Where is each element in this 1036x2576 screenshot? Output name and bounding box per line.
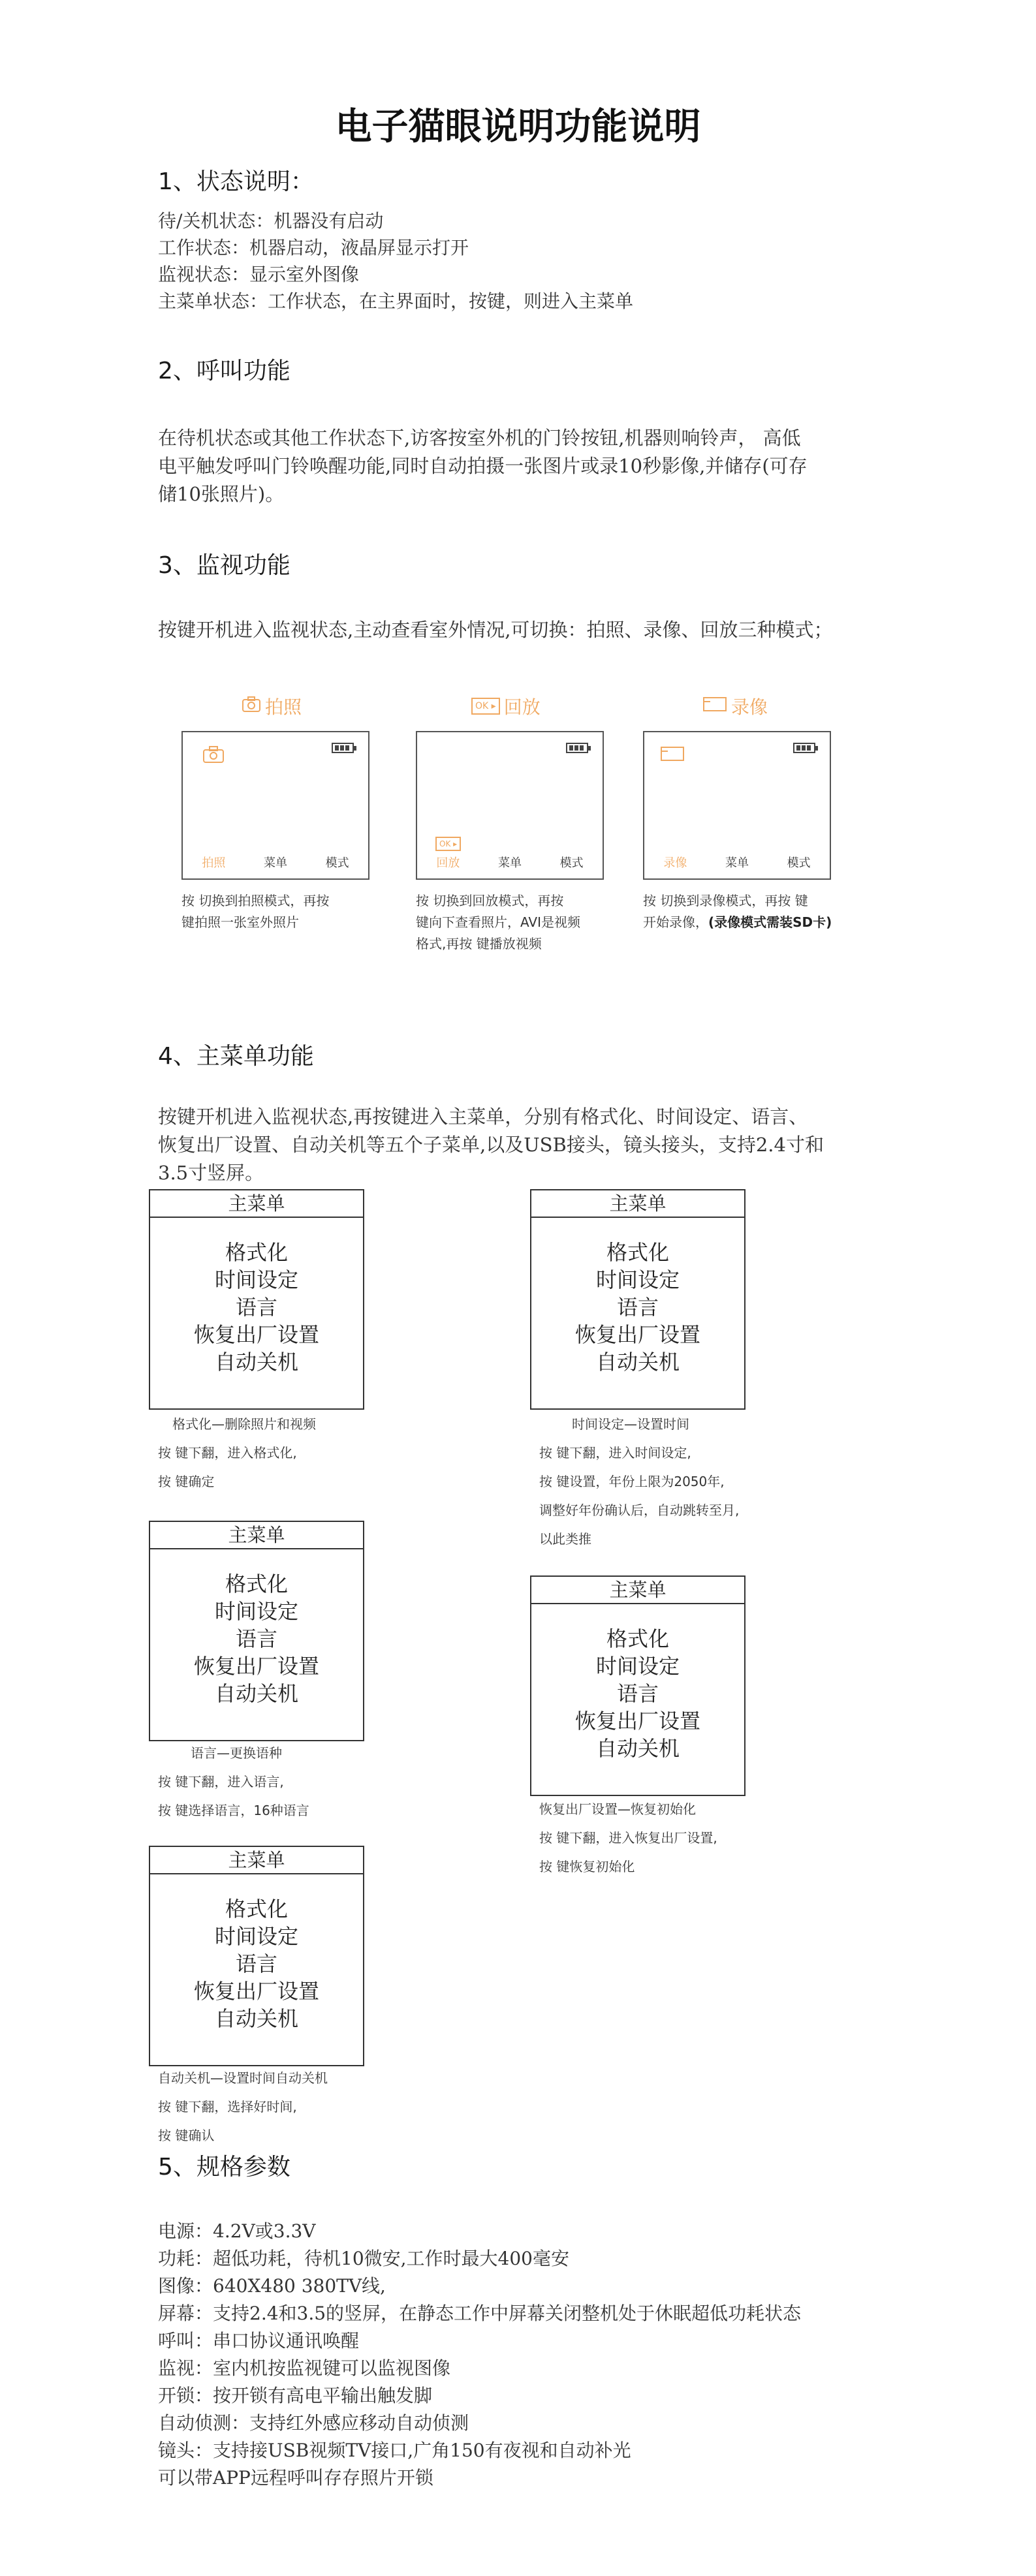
menu-heading: 4、主菜单功能 [158, 1043, 314, 1070]
camera-icon [202, 745, 225, 766]
caption-line: 按 切换到回放模式，再按 [416, 893, 564, 908]
menu-item-language[interactable]: 语言 [616, 1681, 659, 1706]
menu-item-time[interactable]: 时间设定 [595, 1654, 680, 1679]
softkey[interactable]: 模式 [787, 856, 811, 870]
caption-line: 开始录像， [643, 914, 708, 930]
caption-line: 格式,再按 键播放视频 [416, 936, 542, 952]
menu-item-language[interactable]: 语言 [235, 1626, 277, 1651]
main-menu-shutdown [149, 1846, 364, 2066]
menu-intro-line: 按键开机进入监视状态,再按键进入主菜单，分别有格式化、时间设定、语言、 [158, 1106, 808, 1128]
spec-line: 图像：640X480 380TV线, [158, 2275, 386, 2297]
softkey[interactable]: 菜单 [263, 856, 287, 870]
monitor-intro: 按键开机进入监视状态,主动查看室外情况,可切换：拍照、录像、回放三种模式； [158, 619, 833, 641]
spec-line: 电源：4.2V或3.3V [158, 2220, 316, 2242]
caption-line: 按 键选择语言，16种语言 [158, 1803, 309, 1818]
spec-line: 可以带APP远程呼叫存存照片开锁 [158, 2467, 433, 2489]
spec-line: 镜头：支持接USB视频TV接口,广角150有夜视和自动补光 [158, 2440, 631, 2461]
softkey[interactable]: 菜单 [497, 856, 522, 870]
menu-title: 主菜单 [150, 1522, 363, 1549]
menu-item-time[interactable]: 时间设定 [595, 1267, 680, 1292]
menu-item-reset[interactable]: 恢复出厂设置 [193, 1654, 319, 1679]
spec-line: 开锁：按开锁有高电平输出触发脚 [158, 2385, 433, 2406]
menu-item-time[interactable]: 时间设定 [214, 1924, 298, 1949]
caption-line: 时间设定—设置时间 [572, 1416, 689, 1432]
menu-item-language[interactable]: 语言 [616, 1295, 659, 1320]
mode-label-text: 拍照 [265, 696, 302, 718]
battery-icon [566, 743, 588, 753]
caption-line: 按 切换到录像模式，再按 键 [643, 893, 808, 908]
mode-label-text: 录像 [731, 696, 768, 718]
video-icon [660, 745, 685, 765]
caption-line: 按 键设置，年份上限为2050年, [539, 1474, 725, 1489]
caption-line: 按 键下翻，进入时间设定, [539, 1445, 691, 1461]
spec-line: 功耗：超低功耗，待机10微安,工作时最大400毫安 [158, 2248, 569, 2269]
softkeys [183, 854, 368, 871]
menu-item-reset[interactable]: 恢复出厂设置 [193, 1322, 319, 1347]
call-text [158, 424, 808, 508]
battery-icon [332, 743, 354, 753]
menu-item-language[interactable]: 语言 [235, 1295, 277, 1320]
status-line: 监视状态：显示室外图像 [158, 264, 360, 285]
menu-item-shutdown[interactable]: 自动关机 [595, 1350, 680, 1374]
caption-line: 以此类推 [539, 1531, 591, 1547]
caption-line: 自动关机—设置时间自动关机 [158, 2070, 328, 2086]
menu-item-reset[interactable]: 恢复出厂设置 [574, 1322, 700, 1347]
menu-item-format[interactable]: 格式化 [225, 1572, 288, 1596]
softkeys [417, 854, 603, 871]
screen-video-mode [643, 731, 831, 880]
call-heading: 2、呼叫功能 [158, 358, 290, 384]
caption-line: 调整好年份确认后，自动跳转至月, [539, 1502, 740, 1518]
caption-time [539, 1410, 739, 1553]
mode-label-playback [471, 693, 541, 719]
main-menu-time [530, 1189, 746, 1410]
caption-line-group [643, 912, 865, 933]
mode-label-photo [242, 693, 302, 719]
caption-line: 格式化—删除照片和视频 [172, 1416, 316, 1432]
main-menu-reset [530, 1575, 746, 1796]
softkey[interactable]: 录像 [663, 856, 687, 870]
mode-label-text: 回放 [503, 696, 541, 718]
softkeys [644, 854, 830, 871]
menu-item-format[interactable]: 格式化 [606, 1626, 669, 1651]
caption-language [158, 1739, 309, 1825]
caption-line: 键拍照一张室外照片 [181, 914, 299, 930]
menu-title: 主菜单 [531, 1190, 744, 1218]
menu-intro-line: 3.5寸竖屏。 [158, 1162, 264, 1184]
status-line: 工作状态：机器启动，液晶屏显示打开 [158, 237, 469, 258]
spec-line: 呼叫：串口协议通讯唤醒 [158, 2330, 360, 2351]
caption-line: 恢复出厂设置—恢复初始化 [539, 1801, 696, 1817]
specs-list [158, 2218, 801, 2492]
mode-label-video [702, 693, 768, 719]
caption-playback [416, 890, 625, 955]
caption-line: 按 键确定 [158, 1474, 215, 1489]
ok-play-icon: OK ▸ [435, 837, 461, 851]
caption-line: 按 键确认 [158, 2128, 215, 2143]
call-line: 储10张照片)。 [158, 483, 285, 505]
menu-item-shutdown[interactable]: 自动关机 [214, 1681, 298, 1706]
menu-title: 主菜单 [150, 1847, 363, 1874]
menu-item-shutdown[interactable]: 自动关机 [214, 2006, 298, 2031]
caption-line: 按 键下翻，进入语言, [158, 1774, 284, 1790]
caption-format [158, 1410, 316, 1496]
ok-play-icon: OK ▸ [471, 698, 500, 715]
caption-reset [539, 1795, 717, 1881]
camera-icon [242, 696, 261, 717]
menu-item-format[interactable]: 格式化 [606, 1240, 669, 1265]
caption-line: 按 键下翻，进入恢复出厂设置, [539, 1830, 717, 1846]
menu-item-reset[interactable]: 恢复出厂设置 [193, 1979, 319, 2004]
menu-item-time[interactable]: 时间设定 [214, 1599, 298, 1624]
softkey[interactable]: 拍照 [202, 856, 226, 870]
caption-photo [181, 890, 390, 933]
screen-playback-mode [416, 731, 604, 880]
caption-shutdown [158, 2064, 328, 2150]
softkey[interactable]: 模式 [325, 856, 349, 870]
menu-title: 主菜单 [150, 1190, 363, 1218]
call-line: 电平触发呼叫门铃唤醒功能,同时自动拍摄一张图片或录10秒影像,并储存(可存 [158, 455, 808, 477]
monitor-heading: 3、监视功能 [158, 552, 290, 579]
softkey[interactable]: 模式 [559, 856, 584, 870]
caption-note: (录像模式需装SD卡) [708, 914, 832, 930]
menu-item-reset[interactable]: 恢复出厂设置 [574, 1709, 700, 1733]
specs-heading: 5、规格参数 [158, 2154, 290, 2180]
main-menu-format [149, 1189, 364, 1410]
caption-line: 按 键下翻，进入格式化, [158, 1445, 297, 1461]
caption-video [643, 890, 865, 933]
status-heading: 1、状态说明： [158, 168, 314, 195]
screen-photo-mode [181, 731, 369, 880]
softkey[interactable]: 回放 [436, 856, 460, 870]
caption-line: 键向下查看照片，AVI是视频 [416, 914, 580, 930]
spec-line: 自动侦测：支持红外感应移动自动侦测 [158, 2412, 469, 2434]
menu-title: 主菜单 [531, 1577, 744, 1604]
status-list [158, 208, 633, 315]
status-line: 主菜单状态：工作状态，在主界面时，按键，则进入主菜单 [158, 290, 634, 312]
status-line: 待/关机状态：机器没有启动 [158, 210, 384, 232]
spec-line: 屏幕：支持2.4和3.5的竖屏，在静态工作中屏幕关闭整机处于休眠超低功耗状态 [158, 2303, 802, 2324]
call-line: 在待机状态或其他工作状态下,访客按室外机的门铃按钮,机器则响铃声， 高低 [158, 427, 801, 449]
menu-item-shutdown[interactable]: 自动关机 [595, 1736, 680, 1761]
menu-item-language[interactable]: 语言 [235, 1951, 277, 1976]
battery-icon [793, 743, 815, 753]
video-icon [702, 696, 727, 717]
softkey[interactable]: 菜单 [725, 856, 749, 870]
menu-item-time[interactable]: 时间设定 [214, 1267, 298, 1292]
caption-line: 按 键下翻，选择好时间, [158, 2099, 297, 2115]
menu-intro [158, 1103, 824, 1187]
menu-item-shutdown[interactable]: 自动关机 [214, 1350, 298, 1374]
menu-item-format[interactable]: 格式化 [225, 1897, 288, 1921]
page-title: 电子猫眼说明功能说明 [335, 106, 701, 148]
caption-line: 语言—更换语种 [191, 1745, 282, 1761]
spec-line: 监视：室内机按监视键可以监视图像 [158, 2357, 451, 2379]
caption-line: 按 切换到拍照模式，再按 [181, 893, 330, 908]
main-menu-language [149, 1521, 364, 1741]
caption-line: 按 键恢复初始化 [539, 1859, 635, 1874]
menu-item-format[interactable]: 格式化 [225, 1240, 288, 1265]
menu-intro-line: 恢复出厂设置、自动关机等五个子菜单,以及USB接头，镜头接头，支持2.4寸和 [158, 1134, 824, 1156]
